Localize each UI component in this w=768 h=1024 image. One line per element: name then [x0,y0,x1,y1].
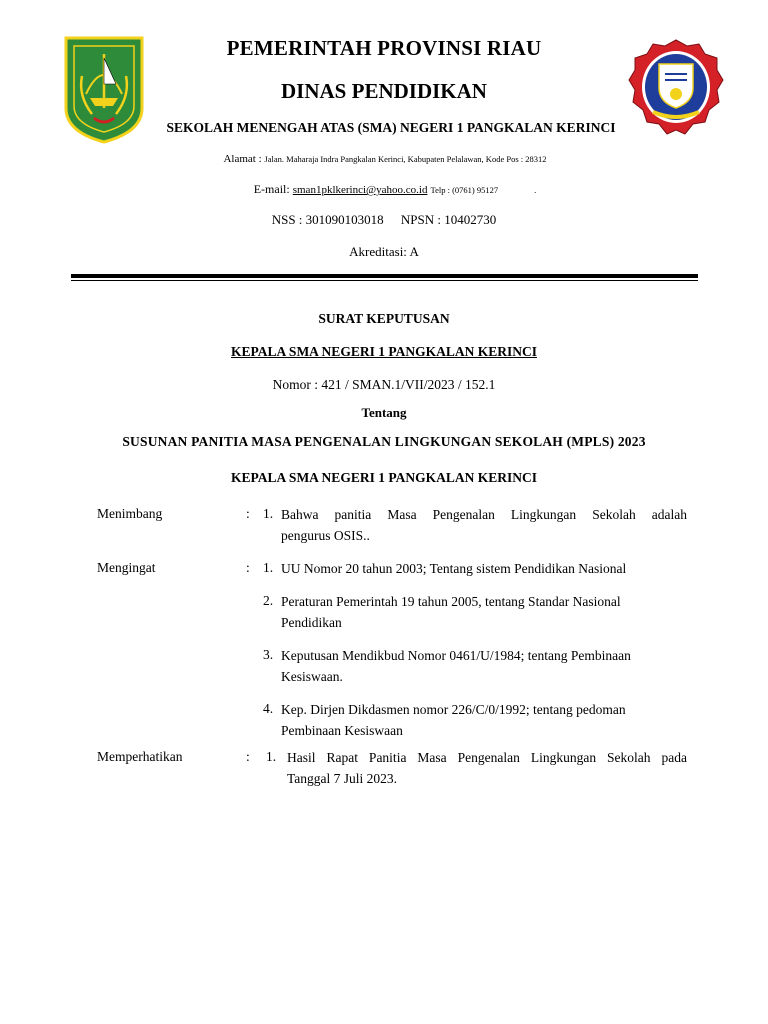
department-title: DINAS PENDIDIKAN [281,79,487,103]
mengingat-item-line1: Kep. Dirjen Dikdasmen nomor 226/C/0/1992; tentang pedoman [281,702,626,717]
mengingat-item-number: 4. [263,701,274,716]
mengingat-item [281,699,687,741]
email-label: E-mail: [253,182,290,196]
memperhatikan-item-line2: Tanggal 7 Juli 2023. [287,771,398,786]
mengingat-colon: : [246,560,250,575]
menimbang-colon: : [246,506,250,521]
address-text: Jalan. Maharaja Indra Pangkalan Kerinci, Kabupaten Pelalawan, Kode Pos : 28312 [264,154,547,164]
mengingat-item-line2: Pembinaan Kesiswaan [281,723,403,738]
letter-number: Nomor : 421 / SMAN.1/VII/2023 / 152.1 [272,377,496,392]
address-label: Alamat : [223,153,262,165]
mengingat-item-line1: UU Nomor 20 tahun 2003; Tentang sistem Pendidikan Nasional [281,561,627,576]
mengingat-item-line1: Peraturan Pemerintah 19 tahun 2005, tentang Standar Nasional [281,594,621,609]
letter-subject: SUSUNAN PANITIA MASA PENGENALAN LINGKUNGAN SEKOLAH (MPLS) 2023 [122,434,646,449]
letter-type: SURAT KEPUTUSAN [318,311,450,326]
letter-tentang: Tentang [361,405,407,420]
phone-text: Telp : (0761) 95127 [430,185,499,195]
npsn-number: NPSN : 10402730 [400,212,497,227]
menimbang-label: Menimbang [97,506,163,521]
memperhatikan-colon: : [246,749,250,764]
nss-number: NSS : 301090103018 [271,212,384,227]
mengingat-item [281,591,687,633]
header-divider-thick [71,274,698,278]
menimbang-item [281,504,687,546]
contact-line [0,182,768,197]
memperhatikan-item-number: 1. [266,749,277,764]
school-name: SEKOLAH MENENGAH ATAS (SMA) NEGERI 1 PANGKALAN KERINCI [166,120,616,135]
phone-tail: . [534,185,537,195]
mengingat-item [281,645,687,687]
header-divider-thin [71,280,698,281]
mengingat-item-number: 3. [263,647,274,662]
email-link[interactable]: sman1pklkerinci@yahoo.co.id [292,184,428,196]
memperhatikan-item-line1: Hasil Rapat Panitia Masa Pengenalan Lingkungan Sekolah pada [287,750,687,765]
mengingat-item-line2: Kesiswaan. [281,669,343,684]
memperhatikan-item [287,747,687,789]
mengingat-item-line1: Keputusan Mendikbud Nomor 0461/U/1984; tentang Pembinaan [281,648,631,663]
memperhatikan-label: Memperhatikan [97,749,183,764]
letter-issuer: KEPALA SMA NEGERI 1 PANGKALAN KERINCI [231,344,537,359]
address-line [0,153,768,165]
mengingat-item [281,558,687,579]
menimbang-item-line2: pengurus OSIS.. [281,528,370,543]
mengingat-item-number: 2. [263,593,274,608]
accreditation: Akreditasi: A [349,244,419,259]
government-title: PEMERINTAH PROVINSI RIAU [226,36,542,60]
registration-line [0,212,768,228]
letter-issuer-repeat: KEPALA SMA NEGERI 1 PANGKALAN KERINCI [231,470,537,485]
mengingat-item-line2: Pendidikan [281,615,342,630]
mengingat-item-number: 1. [263,560,274,575]
menimbang-item-line1: Bahwa panitia Masa Pengenalan Lingkungan Sekolah adalah [281,507,687,522]
menimbang-item-number: 1. [263,506,274,521]
mengingat-label: Mengingat [97,560,156,575]
